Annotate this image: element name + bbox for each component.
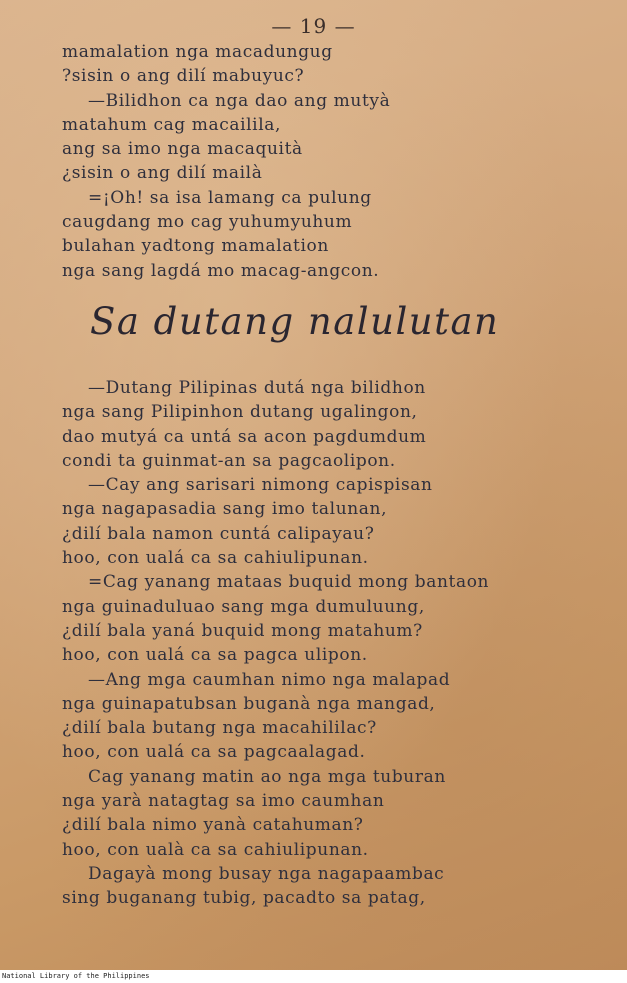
verse-line: —Dutang Pilipinas dutá nga bilidhon [88, 378, 426, 398]
verse-line: ang sa imo nga macaquità [62, 139, 303, 160]
verse-line: ¿sisin o ang dilí mailà [62, 163, 263, 184]
footer-credit: National Library of the Philippines [2, 972, 150, 980]
verse-line: =¡Oh! sa isa lamang ca pulung [88, 187, 372, 208]
verse-line: —Ang mga caumhan nimo nga malapad [88, 669, 451, 690]
verse-line: ¿dilí bala nimo yanà catahuman? [62, 815, 364, 836]
verse-line: —Cay ang sarisari nimong capispisan [88, 475, 433, 496]
verse-line: hoo, con ualá ca sa pagca ulipon. [62, 645, 368, 666]
verse-line: ¿dilí bala namon cuntá calipayau? [62, 523, 375, 544]
verse-line: matahum cag macailila, [62, 114, 281, 135]
verse-line: nga sang Pilipinhon dutang ugalingon, [62, 402, 418, 423]
verse-line: sing buganang tubig, pacadto sa patag, [62, 888, 426, 909]
verse-line: mamalation nga macadungug [62, 42, 333, 62]
verse-line: bulahan yadtong mamalation [62, 236, 329, 257]
verse-line: —Bilidhon ca nga dao ang mutyà [88, 90, 391, 111]
verse-line: hoo, con ualá ca sa cahiulipunan. [62, 548, 369, 569]
verse-line: nga sang lagdá mo macag-angcon. [62, 260, 380, 281]
verse-line: hoo, con ualá ca sa pagcaalagad. [62, 742, 366, 763]
verse-line: =Cag yanang mataas buquid mong bantaon [88, 572, 490, 593]
footer-strip [0, 970, 627, 983]
verse-top [62, 40, 562, 283]
verse-line: dao mutyá ca untá sa acon pagdumdum [62, 426, 427, 447]
verse-line: ¿dilí bala yaná buquid mong matahum? [62, 620, 423, 641]
verse-line: caugdang mo cag yuhumyuhum [62, 212, 353, 233]
verse-line: Cag yanang matin ao nga mga tuburan [88, 766, 446, 787]
verse-line: nga nagapasadia sang imo talunan, [62, 499, 388, 520]
verse-line: ?sisin o ang dilí mabuyuc? [62, 66, 305, 87]
verse-line: Dagayà mong busay nga nagapaambac [88, 863, 445, 884]
verse-line: nga guinaduluao sang mga dumuluung, [62, 596, 425, 617]
verse-line: condi ta guinmat-an sa pagcaolipon. [62, 450, 396, 471]
verse-main [62, 376, 562, 911]
section-title: Sa dutang nalulutan [90, 300, 500, 343]
verse-line: nga guinapatubsan buganà nga mangad, [62, 693, 436, 714]
verse-line: nga yarà natagtag sa imo caumhan [62, 791, 385, 812]
verse-line: ¿dilí bala butang nga macahililac? [62, 718, 377, 739]
page-number: — 19 — [271, 14, 356, 38]
verse-line: hoo, con ualà ca sa cahiulipunan. [62, 839, 369, 860]
